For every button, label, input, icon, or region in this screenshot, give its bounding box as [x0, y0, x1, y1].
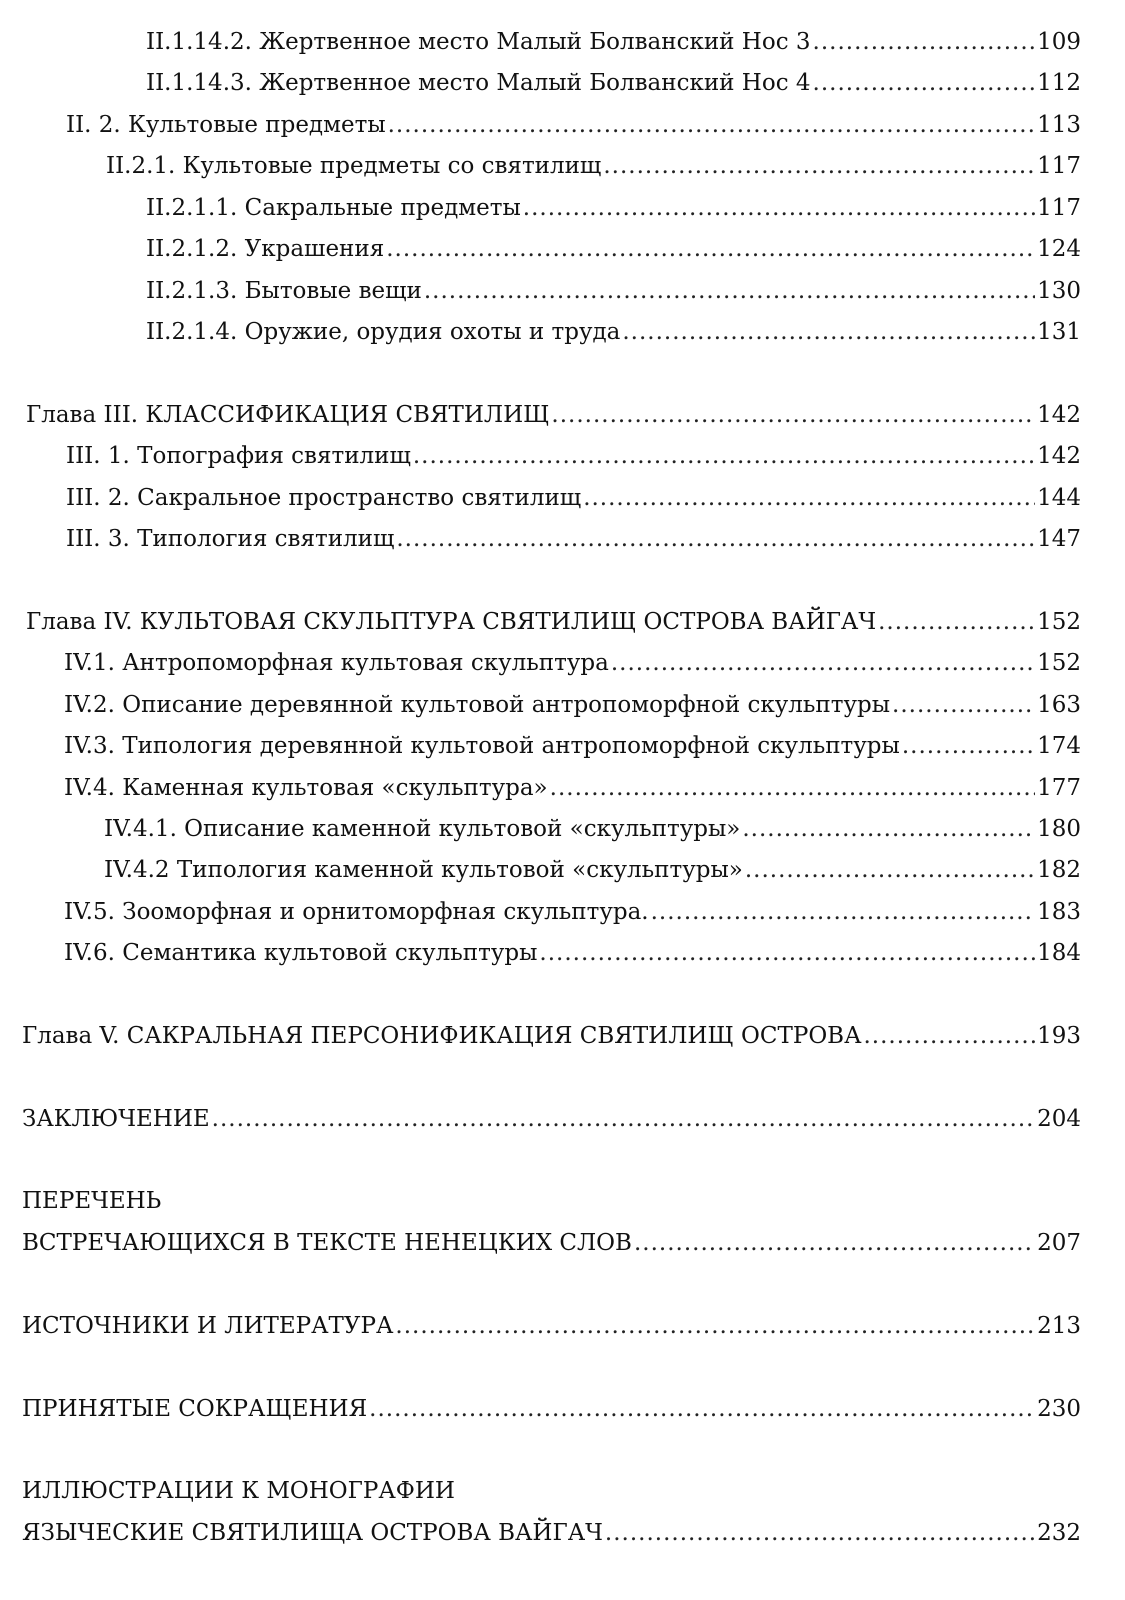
toc-entry-title: II.1.14.2. Жертвенное место Малый Болванский Нос 3: [146, 29, 811, 55]
toc-entry-page: 117: [1037, 153, 1081, 179]
dot-leader: [386, 234, 1035, 264]
toc-entry: [106, 151, 1081, 181]
dot-leader: [212, 1104, 1035, 1134]
toc-entry: [146, 276, 1081, 306]
toc-entry-title: IV.4.2 Типология каменной культовой «скульптуры»: [104, 857, 743, 883]
toc-entry: [104, 855, 1081, 885]
toc-entry-page: 152: [1037, 650, 1081, 676]
toc-entry-title: IV.1. Антропоморфная культовая скульптура: [64, 650, 609, 676]
toc-entry-title: ИСТОЧНИКИ И ЛИТЕРАТУРА: [22, 1313, 394, 1339]
dot-leader: [902, 731, 1035, 761]
toc-entry-title: II.2.1. Культовые предметы со святилищ: [106, 153, 602, 179]
toc-entry-page: 184: [1037, 940, 1081, 966]
dot-leader: [396, 524, 1035, 554]
toc-entry-page: 152: [1037, 609, 1081, 635]
toc-entry-page: 230: [1037, 1396, 1081, 1422]
toc-section-entry: [22, 1394, 1081, 1424]
toc-entry-title: II.2.1.3. Бытовые вещи: [146, 278, 422, 304]
toc-entry-page: 131: [1037, 319, 1081, 345]
toc-entry: [66, 110, 1081, 140]
toc-chapter-entry: [22, 1021, 1081, 1051]
toc-entry-title: IV.6. Семантика культовой скульптуры: [64, 940, 538, 966]
toc-entry-title: II.1.14.3. Жертвенное место Малый Болванский Нос 4: [146, 70, 811, 96]
toc-entry-title: Глава III. КЛАССИФИКАЦИЯ СВЯТИЛИЩ: [26, 402, 550, 428]
toc-section-entry: [22, 1518, 1081, 1548]
toc-entry-page: 130: [1037, 278, 1081, 304]
toc-entry-page: 163: [1037, 692, 1081, 718]
toc-entry-title: ЗАКЛЮЧЕНИЕ: [22, 1106, 210, 1132]
dot-leader: [603, 151, 1035, 181]
toc-entry-title: II.2.1.2. Украшения: [146, 236, 385, 262]
dot-leader: [523, 193, 1035, 223]
dot-leader: [813, 68, 1036, 98]
dot-leader: [651, 897, 1035, 927]
toc-entry-page: 183: [1037, 899, 1081, 925]
toc-entry-page: 113: [1037, 112, 1081, 138]
toc-entry-title: II. 2. Культовые предметы: [66, 112, 386, 138]
toc-entry-page: 207: [1037, 1230, 1081, 1256]
toc-chapter-entry: [26, 400, 1081, 430]
toc-entry-page: 142: [1037, 402, 1081, 428]
toc-chapter-entry: [26, 607, 1081, 637]
toc-entry-page: 174: [1037, 733, 1081, 759]
toc-entry: [64, 897, 1081, 927]
toc-section-entry: [22, 1228, 1081, 1258]
toc-entry-title: IV.2. Описание деревянной культовой антропоморфной скульптуры: [64, 692, 891, 718]
toc-entry-page: 144: [1037, 485, 1081, 511]
dot-leader: [634, 1228, 1035, 1258]
toc-entry-title: IV.4. Каменная культовая «скульптура»: [64, 775, 548, 801]
toc-entry: [66, 441, 1081, 471]
toc-entry: [66, 483, 1081, 513]
toc-entry-page: 124: [1037, 236, 1081, 262]
toc-entry: [64, 938, 1081, 968]
toc-heading-line: ИЛЛЮСТРАЦИИ К МОНОГРАФИИ: [22, 1478, 455, 1504]
dot-leader: [539, 938, 1035, 968]
toc-entry-title: III. 3. Типология святилищ: [66, 526, 395, 552]
toc-heading-line: ПЕРЕЧЕНЬ: [22, 1188, 162, 1214]
toc-entry-title: Глава IV. КУЛЬТОВАЯ СКУЛЬПТУРА СВЯТИЛИЩ ОСТРОВА ВАЙГАЧ: [26, 609, 877, 635]
toc-entry-page: 182: [1037, 857, 1081, 883]
toc-entry: [66, 524, 1081, 554]
toc-entry-title: III. 1. Топография святилищ: [66, 443, 411, 469]
toc-entry-title: IV.4.1. Описание каменной культовой «скульптуры»: [104, 816, 741, 842]
toc-entry-page: 180: [1037, 816, 1081, 842]
toc-entry-page: 204: [1037, 1106, 1081, 1132]
toc-entry: [64, 648, 1081, 678]
dot-leader: [605, 1518, 1035, 1548]
dot-leader: [742, 814, 1035, 844]
toc-entry: [146, 317, 1081, 347]
toc-entry-page: 112: [1037, 70, 1081, 96]
dot-leader: [551, 400, 1035, 430]
dot-leader: [550, 773, 1035, 803]
toc-entry: [146, 193, 1081, 223]
toc-entry-page: 177: [1037, 775, 1081, 801]
toc-entry: [146, 234, 1081, 264]
toc-entry: [146, 68, 1081, 98]
toc-entry-title: Глава V. САКРАЛЬНАЯ ПЕРСОНИФИКАЦИЯ СВЯТИЛИЩ ОСТРОВА: [22, 1023, 862, 1049]
toc-entry-page: 193: [1037, 1023, 1081, 1049]
dot-leader: [395, 1311, 1035, 1341]
toc-entry-title: II.2.1.4. Оружие, орудия охоты и труда: [146, 319, 621, 345]
toc-entry: [64, 773, 1081, 803]
dot-leader: [611, 648, 1035, 678]
toc-entry-title: ЯЗЫЧЕСКИЕ СВЯТИЛИЩА ОСТРОВА ВАЙГАЧ: [22, 1520, 603, 1546]
dot-leader: [892, 690, 1035, 720]
toc-section-entry: [22, 1104, 1081, 1134]
dot-leader: [864, 1021, 1036, 1051]
dot-leader: [583, 483, 1035, 513]
dot-leader: [813, 27, 1036, 57]
toc-section-entry: [22, 1311, 1081, 1341]
dot-leader: [424, 276, 1035, 306]
toc-entry-title: II.2.1.1. Сакральные предметы: [146, 195, 521, 221]
toc-entry-title: III. 2. Сакральное пространство святилищ: [66, 485, 582, 511]
dot-leader: [878, 607, 1035, 637]
toc-entry-page: 232: [1037, 1520, 1081, 1546]
toc-entry-page: 117: [1037, 195, 1081, 221]
dot-leader: [745, 855, 1035, 885]
toc-entry-page: 147: [1037, 526, 1081, 552]
toc-entry-page: 213: [1037, 1313, 1081, 1339]
dot-leader: [369, 1394, 1035, 1424]
toc-entry-title: ПРИНЯТЫЕ СОКРАЩЕНИЯ: [22, 1396, 368, 1422]
toc-entry-page: 142: [1037, 443, 1081, 469]
dot-leader: [622, 317, 1035, 347]
toc-entry: [146, 27, 1081, 57]
toc-entry: [104, 814, 1081, 844]
dot-leader: [413, 441, 1035, 471]
toc-entry-title: ВСТРЕЧАЮЩИХСЯ В ТЕКСТЕ НЕНЕЦКИХ СЛОВ: [22, 1230, 632, 1256]
toc-entry: [64, 731, 1081, 761]
dot-leader: [388, 110, 1035, 140]
toc-entry-title: IV.5. Зооморфная и орнитоморфная скульптура.: [64, 899, 649, 925]
toc-entry: [64, 690, 1081, 720]
toc-entry-title: IV.3. Типология деревянной культовой антропоморфной скульптуры: [64, 733, 900, 759]
toc-entry-page: 109: [1037, 29, 1081, 55]
